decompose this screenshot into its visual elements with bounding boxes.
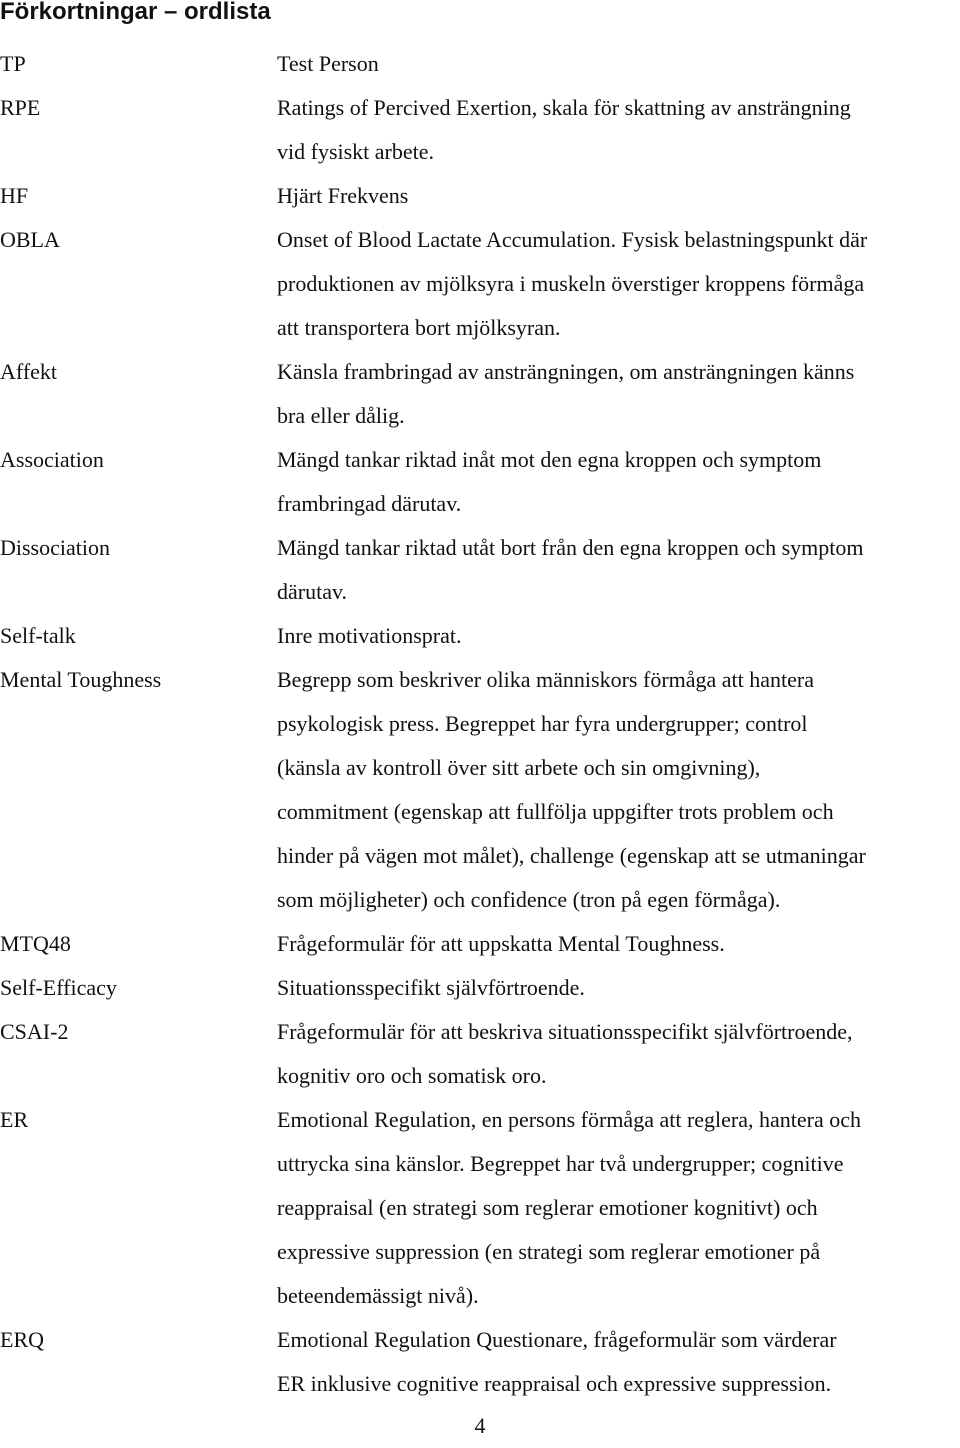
- glossary-definition: Känsla frambringad av ansträngningen, om ansträngningen känns bra eller dålig.: [277, 359, 855, 428]
- glossary-term: MTQ48: [0, 931, 71, 956]
- glossary-entry-hf: [0, 174, 960, 218]
- glossary-term: ER: [0, 1107, 29, 1132]
- glossary-entry-affekt: [0, 350, 960, 438]
- glossary-term: Mental Toughness: [0, 667, 162, 692]
- page-number: 4: [474, 1413, 486, 1438]
- glossary-entry-tp: [0, 42, 960, 86]
- glossary-term: Self-talk: [0, 623, 76, 648]
- page-title: Förkortningar – ordlista: [0, 0, 271, 25]
- glossary-term: TP: [0, 51, 26, 76]
- glossary-list: [0, 42, 960, 1406]
- glossary-term: HF: [0, 183, 29, 208]
- glossary-definition: Begrepp som beskriver olika människors förmåga att hantera psykologisk press. Begreppet har fyra undergrupper; control (känsla av kontroll över sitt arbete och sin omgivning), commitment (egenskap att fullfölja uppgifter trots problem och hinder på vägen mot målet), challenge (egenskap att se utmaningar som möjligheter) och confidence (tron på egen förmåga).: [277, 667, 866, 912]
- glossary-term: CSAI-2: [0, 1019, 69, 1044]
- glossary-definition: Onset of Blood Lactate Accumulation. Fysisk belastningspunkt där produktionen av mjölksyra i muskeln överstiger kroppens förmåga att transportera bort mjölksyran.: [277, 227, 868, 340]
- glossary-entry-association: [0, 438, 960, 526]
- glossary-definition: Frågeformulär för att uppskatta Mental Toughness.: [277, 931, 725, 956]
- glossary-entry-mtq48: [0, 922, 960, 966]
- glossary-term: Affekt: [0, 359, 58, 384]
- glossary-term: Dissociation: [0, 535, 110, 560]
- glossary-definition: Test Person: [277, 51, 379, 76]
- glossary-entry-csai-2: [0, 1010, 960, 1098]
- glossary-term: OBLA: [0, 227, 60, 252]
- glossary-entry-er: [0, 1098, 960, 1318]
- glossary-definition: Inre motivationsprat.: [277, 623, 462, 648]
- glossary-definition: Mängd tankar riktad utåt bort från den egna kroppen och symptom därutav.: [277, 535, 864, 604]
- glossary-definition: Situationsspecifikt självförtroende.: [277, 975, 585, 1000]
- glossary-definition: Frågeformulär för att beskriva situationsspecifikt självförtroende, kognitiv oro och somatisk oro.: [277, 1019, 853, 1088]
- glossary-definition: Emotional Regulation, en persons förmåga att reglera, hantera och uttrycka sina känslor. Begreppet har två undergrupper; cognitive reappraisal (en strategi som reglerar emotioner kognitivt) och expressive suppression (en strategi som reglerar emotioner på beteendemässigt nivå).: [277, 1107, 862, 1308]
- glossary-entry-obla: [0, 218, 960, 350]
- glossary-term: Association: [0, 447, 104, 472]
- glossary-term: Self-Efficacy: [0, 975, 117, 1000]
- glossary-entry-erq: [0, 1318, 960, 1406]
- glossary-entry-dissociation: [0, 526, 960, 614]
- glossary-definition: Mängd tankar riktad inåt mot den egna kroppen och symptom frambringad därutav.: [277, 447, 822, 516]
- glossary-entry-self-talk: [0, 614, 960, 658]
- glossary-entry-mental-toughness: [0, 658, 960, 922]
- glossary-definition: Emotional Regulation Questionare, frågeformulär som värderar ER inklusive cognitive reappraisal och expressive suppression.: [277, 1327, 837, 1396]
- glossary-entry-rpe: [0, 86, 960, 174]
- glossary-entry-self-efficacy: [0, 966, 960, 1010]
- glossary-term: RPE: [0, 95, 41, 120]
- glossary-definition: Ratings of Percived Exertion, skala för skattning av ansträngning vid fysiskt arbete.: [277, 95, 851, 164]
- glossary-term: ERQ: [0, 1327, 44, 1352]
- glossary-definition: Hjärt Frekvens: [277, 183, 409, 208]
